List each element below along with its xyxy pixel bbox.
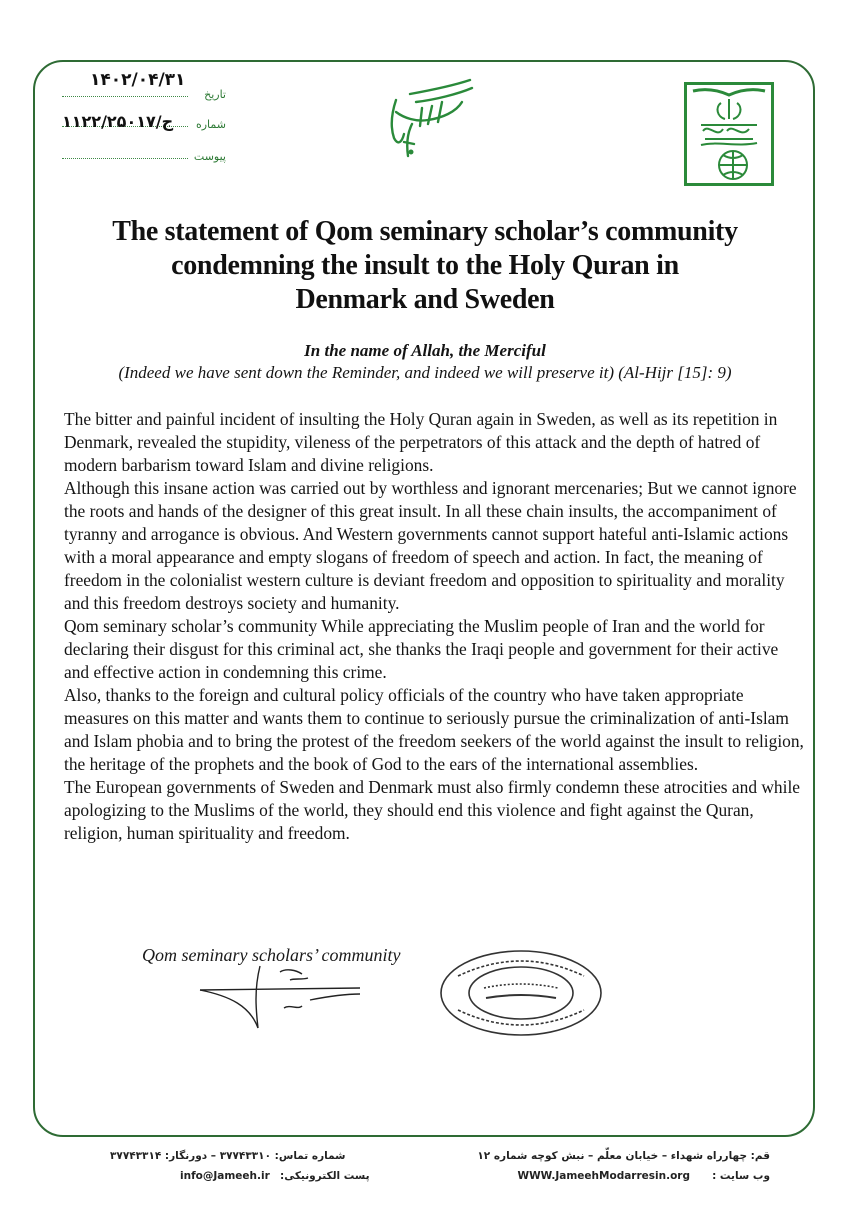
statement-body [64, 408, 804, 845]
date-label: تاریخ [204, 88, 226, 101]
date-value: ۱۴۰۲/۰۴/۳۱ [90, 70, 186, 90]
seminary-emblem-logo [684, 82, 774, 186]
paragraph: Although this insane action was carried out by worthless and ignorant mercenaries; But we cannot ignore the roots and hands of the designer of this great insult. In all these chain insults, the accompaniment of tyranny and arrogance is obvious. And Western governments cannot support hateful anti-Islamic actions with a moral appearance and empty slogans of freedom of speech and action. In fact, the meaning of freedom in the colonialist western culture is deviant freedom and opposition to spirituality and morality and this freedom destroys society and humanity. [64, 478, 797, 613]
paragraph: Also, thanks to the foreign and cultural policy officials of the country who have taken appropriate measures on this matter and wants them to continue to seriously pursue the criminalization of anti-Islam and Islam phobia and to bring the protest of the freedom seekers of the world against the insult to religion, the heritage of the prophets and the book of God to the ears of the international assemblies. [64, 685, 804, 774]
official-seal-stamp-icon [436, 948, 606, 1038]
footer-email-link[interactable]: info@Jameeh.ir [180, 1170, 270, 1182]
letterhead-footer [110, 1150, 770, 1190]
paragraph: The European governments of Sweden and Denmark must also firmly condemn these atrocities and while apologizing to the Muslims of the world, they should end this violence and fight against the Quran, religion, human spirituality and freedom. [64, 777, 800, 843]
attachment-label: پیوست [193, 150, 226, 163]
title-line: The statement of Qom seminary scholar’s community [112, 216, 738, 247]
number-value: ۱۱۲۲/۲۵۰۱۷/ج [62, 112, 174, 131]
footer-website-link[interactable]: WWW.JameehModarresin.org [517, 1170, 690, 1182]
signatory-name: Qom seminary scholars’ community [142, 945, 401, 965]
handwritten-signature-icon [190, 960, 380, 1030]
paragraph: Qom seminary scholar’s community While appreciating the Muslim people of Iran and the world for declaring their disgust for this criminal act, she thanks the Iraqi people and government for their active and effective action in condemning this crime. [64, 616, 779, 682]
footer-email-label: پست الکترونیکی: [280, 1170, 370, 1182]
invocation: In the name of Allah, the Merciful [304, 341, 546, 360]
footer-website-label: وب سایت : [712, 1170, 770, 1182]
footer-phone: شماره تماس: ۳۷۷۴۳۳۱۰ – دورنگار: ۳۷۷۴۳۳۱۴ [110, 1150, 346, 1162]
title-line: Denmark and Sweden [295, 284, 555, 315]
attachment-dotted-line [62, 158, 188, 159]
document-title [60, 215, 790, 317]
title-line: condemning the insult to the Holy Quran in [171, 250, 679, 281]
number-label: شماره [195, 118, 226, 131]
bismillah-calligraphy-icon [372, 72, 482, 162]
footer-address: قم: چهارراه شهداء – خیابان معلّم – نبش کوچه شماره ۱۲ [477, 1150, 770, 1162]
date-dotted-line [62, 96, 188, 97]
letter-meta [58, 70, 228, 168]
emblem-icon [687, 85, 771, 183]
paragraph: The bitter and painful incident of insulting the Holy Quran again in Sweden, as well as its repetition in Denmark, revealed the stupidity, vileness of the perpetrators of this attack and the depth of hatred of modern barbarism toward Islam and divine religions. [64, 409, 778, 475]
quran-verse: (Indeed we have sent down the Reminder, and indeed we will preserve it) (Al-Hijr [15]: 9) [118, 363, 732, 382]
